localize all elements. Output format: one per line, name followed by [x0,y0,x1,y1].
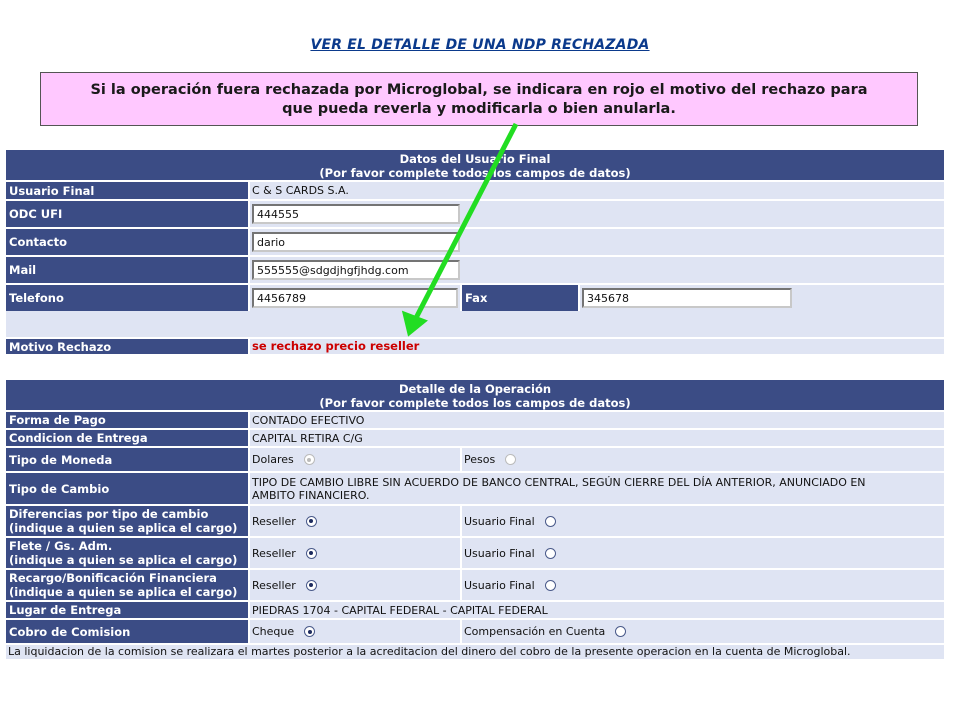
contacto-label: Contacto [6,229,250,255]
telefono-label: Telefono [6,285,250,311]
recargo-label-line-2: (indique a quien se aplica el cargo) [9,585,238,599]
forma-pago-value: CONTADO EFECTIVO [250,412,944,428]
mail-input[interactable]: 555555@sdgdjhgfjhdg.com [252,260,460,280]
lugar-value: PIEDRAS 1704 - CAPITAL FEDERAL - CAPITAL FEDERAL [250,602,944,618]
commission-note: La liquidacion de la comision se realizara el martes posterior a la acreditacion del dinero del cobro de la presente operacion en la cuenta de Microglobal. [6,645,944,659]
condicion-value: CAPITAL RETIRA C/G [250,430,944,446]
moneda-pesos-label: Pesos [464,453,496,466]
diferencias-label-line-2: (indique a quien se aplica el cargo) [9,521,238,535]
rejection-label: Motivo Rechazo [6,339,250,354]
page-title: VER EL DETALLE DE UNA NDP RECHAZADA [310,37,650,53]
lugar-label: Lugar de Entrega [6,602,250,618]
flete-label-line-2: (indique a quien se aplica el cargo) [9,553,238,567]
callout-line-2: que pueda reverla y modificarla o bien anularla. [282,101,676,117]
diferencias-label-line-1: Diferencias por tipo de cambio [9,507,209,521]
arrow-head [404,313,425,334]
forma-pago-label: Forma de Pago [6,412,250,428]
operation-section-subtitle: (Por favor complete todos los campos de datos) [319,396,631,410]
mail-label: Mail [6,257,250,283]
contacto-input[interactable]: dario [252,232,460,252]
cobro-compensacion-label: Compensación en Cuenta [464,625,606,638]
odc-input[interactable]: 444555 [252,204,460,224]
flete-usuario-label: Usuario Final [464,546,535,560]
cambio-label: Tipo de Cambio [6,473,250,504]
diferencias-reseller-label: Reseller [252,514,296,528]
diferencias-usuario-label: Usuario Final [464,514,535,528]
operation-section-title: Detalle de la Operación [398,382,552,396]
cambio-value-line-1: TIPO DE CAMBIO LIBRE SIN ACUERDO DE BANCO CENTRAL, SEGÚN CIERRE DEL DÍA ANTERIOR, ANUNCIADO EN [252,475,866,489]
fax-input[interactable]: 345678 [582,288,792,308]
cobro-label: Cobro de Comision [6,620,250,643]
usuario-final-value: C & S CARDS S.A. [250,182,944,199]
cambio-value-line-2: AMBITO FINANCIERO. [252,488,370,502]
fax-label: Fax [462,285,580,311]
cobro-cheque-label: Cheque [252,625,295,638]
recargo-usuario-label: Usuario Final [464,578,535,592]
arrow-shaft [416,124,516,318]
flete-reseller-label: Reseller [252,546,296,560]
user-section-subtitle: (Por favor complete todos los campos de datos) [319,166,631,180]
rejection-reason: se rechazo precio reseller [250,339,944,354]
flete-label-line-1: Flete / Gs. Adm. [9,539,113,553]
telefono-input[interactable]: 4456789 [252,288,458,308]
callout-line-1: Si la operación fuera rechazada por Microglobal, se indicara en rojo el motivo del rechazo para [90,82,868,98]
moneda-dolares-label: Dolares [252,453,294,466]
recargo-reseller-label: Reseller [252,578,296,592]
moneda-label: Tipo de Moneda [6,448,250,471]
condicion-label: Condicion de Entrega [6,430,250,446]
usuario-final-label: Usuario Final [6,182,250,199]
recargo-label-line-1: Recargo/Bonificación Financiera [9,571,217,585]
user-section-title: Datos del Usuario Final [399,152,551,166]
odc-label: ODC UFI [6,201,250,227]
